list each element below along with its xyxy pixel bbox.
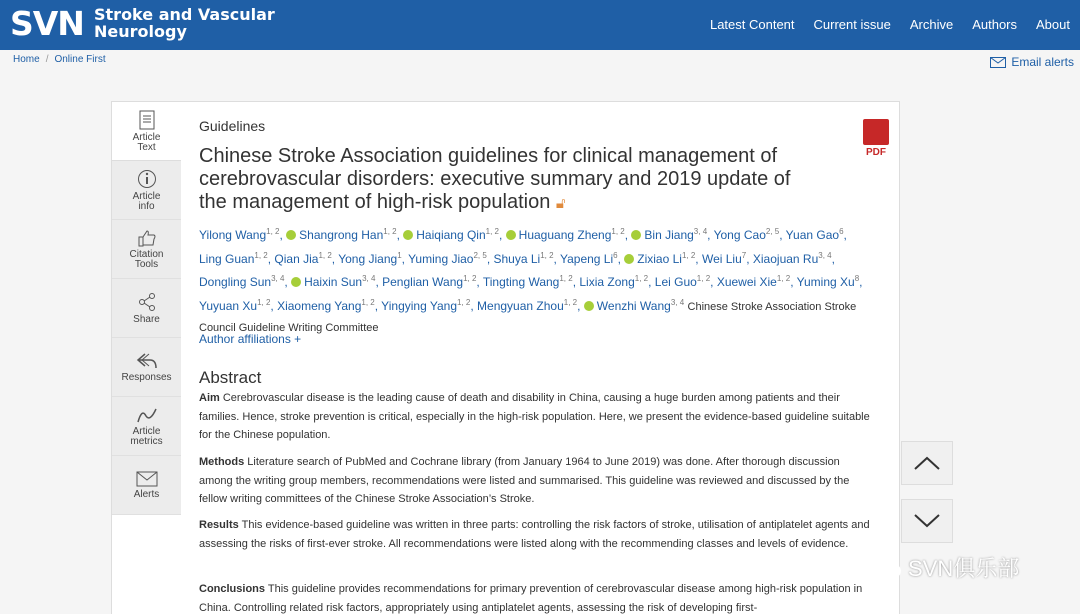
abstract-text: Cerebrovascular disease is the leading cause of death and disability in China, causing a huge burden among patients and their families. Hence, stroke prevention is critical, especially in the high-risk population. Here, we present the evidence-based guideline suitable for the Chinese population. [199, 392, 870, 442]
author-name: Xiaomeng Yang [277, 298, 362, 313]
author-link[interactable] [199, 299, 270, 313]
abstract-aim [199, 389, 875, 445]
abstract-label: Methods [199, 456, 245, 468]
author-affiliation-ref: 1, 2 [611, 227, 625, 236]
author-link[interactable] [493, 252, 553, 266]
author-affiliation-ref: 6 [613, 250, 618, 260]
orcid-icon[interactable] [624, 254, 634, 264]
abstract-text: This evidence-based guideline was written in three parts: controlling the risk factors of stroke, utilisation of antiplatelet agents and assessing the risks of first-ever stroke. All recommendations were listed along with the recommending classes and levels of evidence. [199, 519, 870, 550]
thumbs-up-icon [137, 229, 157, 247]
author-name: Mengyuan Zhou [477, 298, 564, 313]
reply-icon [136, 352, 158, 370]
author-link[interactable] [274, 252, 331, 266]
author-affiliation-ref: 1 [397, 250, 402, 260]
orcid-icon[interactable] [291, 277, 301, 287]
author-link[interactable] [717, 275, 790, 289]
scroll-down-button[interactable] [901, 499, 953, 543]
article-title-text: Chinese Stroke Association guidelines for clinical management of cerebrovascular disorders: executive summary and 2019 update of the management of high-risk population [199, 145, 791, 213]
author-affiliation-ref: 1, 2 [681, 250, 696, 260]
tab-label: Tools [134, 258, 159, 270]
site-header [0, 0, 1080, 50]
author-link[interactable] [702, 252, 746, 266]
abstract-heading: Abstract [199, 368, 262, 387]
tab-article-metrics[interactable] [112, 397, 181, 456]
author-link[interactable] [714, 228, 780, 242]
orcid-icon[interactable] [631, 230, 641, 240]
author-name: Shuya Li [493, 251, 541, 266]
author-name: Yong Jiang [338, 251, 398, 266]
author-name: Yuyuan Xu [199, 298, 258, 313]
author-affiliation-ref: 1, 2 [559, 274, 573, 283]
envelope-icon [990, 57, 1006, 68]
author-name: Tingting Wang [482, 275, 560, 289]
author-name: Dongling Sun [199, 275, 272, 289]
abstract-text: This guideline provides recommendations for primary prevention of cerebrovascular disease among high-risk population in China. Controlling related risk factors, appropriately using antiplatelet agents, assessing the risk of developing first- [199, 583, 863, 614]
author-affiliation-ref: 3, 4 [693, 227, 708, 236]
author-link[interactable] [408, 252, 487, 266]
author-affiliation-ref: 1, 2 [361, 297, 375, 307]
open-access-icon: 🔓︎ [555, 195, 566, 212]
watermark [868, 552, 1019, 583]
author-list: Yilong Wang$^{1, 2}$, Shangrong Han$^{1, 2}$, Haiqiang Qin$^{1, 2}$, Huaguang Zheng$^{1, 2}$, Bin Jiang$^{3, 4}$, Yong Cao$^{2, 5}$, Yuan Gao$^6$, Ling Guan$^{1, 2}$, Qian Jia$^{1, 2}$, Yong Jiang$^1$, Yuming Jiao$^{2, 5}$, Shuya Li$^{1, 2}$, Yapeng Li$^6$, Zixiao Li$^{1, 2}$, Wei Liu$^7$, Xiaojuan Ru$^{3, 4}$, Dongling Sun$^{3, 4}$, Haixin Sun$^{3, 4}$, Penglian Wang$^{1, 2}$, Tingting Wang$^{1, 2}$, Lixia Zong$^{1, 2}$, Lei Guo$^{1, 2}$, Xuewei Xie$^{1, 2}$, Yuming Xu$^8$, Yuyuan Xu$^{1, 2}$, Xiaomeng Yang$^{1, 2}$, Yingying Yang$^{1, 2}$, Mengyuan Zhou$^{1, 2}$, Wenzhi Wang$^{3, 4}$ Chinese Stroke Association Stroke Council Guideline Writing Committee [199, 227, 863, 334]
tab-label: Responses [121, 371, 172, 383]
author-name: Yuan Gao [785, 228, 840, 242]
pdf-download-button[interactable] [861, 119, 891, 158]
metrics-icon [136, 406, 158, 424]
author-link[interactable] [631, 228, 707, 242]
tab-responses[interactable] [112, 338, 181, 397]
author-link[interactable] [199, 275, 284, 289]
envelope-icon [136, 471, 158, 487]
article-card [111, 101, 900, 614]
author-name: Wenzhi Wang [596, 298, 671, 313]
author-link[interactable] [584, 299, 684, 313]
orcid-icon[interactable] [286, 230, 296, 240]
orcid-icon[interactable] [506, 230, 516, 240]
author-affiliations-toggle[interactable]: Author affiliations + [199, 332, 302, 346]
orcid-icon[interactable] [584, 301, 594, 311]
tab-article-text[interactable] [112, 102, 181, 161]
author-name: Lixia Zong [579, 275, 635, 289]
share-icon [137, 292, 157, 312]
tab-article-info[interactable] [112, 161, 181, 220]
main-nav [710, 17, 1070, 32]
tab-citation-tools[interactable] [112, 220, 181, 279]
author-affiliation-ref: 6 [839, 227, 844, 236]
info-icon [137, 169, 157, 189]
tab-label: info [138, 200, 155, 212]
author-affiliation-ref: 8 [854, 274, 860, 283]
author-name: Zixiao Li [637, 251, 682, 266]
scroll-up-button[interactable] [901, 441, 953, 485]
tab-label: Text [137, 141, 156, 153]
author-link[interactable] [655, 275, 710, 289]
author-affiliation-ref: 1, 2 [254, 250, 268, 260]
chevron-down-icon [913, 513, 941, 529]
article-title [199, 145, 819, 215]
author-affiliation-ref: 1, 2 [463, 274, 477, 283]
abstract-methods [199, 453, 875, 509]
author-name: Bin Jiang [644, 228, 694, 242]
author-name: Wei Liu [701, 251, 742, 266]
writing-committee: Chinese Stroke Association Stroke Council Guideline Writing Committee [199, 300, 857, 334]
abstract-label: Aim [199, 392, 220, 404]
orcid-icon[interactable] [403, 230, 413, 240]
author-name: Haixin Sun [304, 275, 363, 289]
author-link[interactable] [560, 252, 618, 266]
author-link[interactable] [381, 299, 470, 313]
author-affiliation-ref: 3, 4 [670, 297, 685, 307]
author-link[interactable] [579, 275, 648, 289]
author-affiliation-ref: 1, 2 [634, 274, 649, 283]
author-link[interactable] [506, 228, 625, 242]
tab-label: Share [133, 313, 160, 325]
logo-subtitle-line1: Stroke and Vascular [94, 5, 275, 24]
author-affiliation-ref: 1, 2 [266, 227, 280, 236]
tab-label: metrics [130, 435, 163, 447]
author-link[interactable] [753, 252, 832, 266]
author-link[interactable] [382, 275, 476, 289]
author-affiliation-ref: 1, 2 [318, 250, 332, 260]
tab-label: Article [132, 131, 161, 143]
author-affiliation-ref: 1, 2 [257, 297, 271, 307]
tab-label: Alerts [133, 488, 160, 500]
nav-current-issue[interactable]: Current issue [813, 17, 891, 32]
nav-about[interactable]: About [1036, 17, 1070, 32]
chevron-up-icon [913, 455, 941, 471]
tab-share[interactable] [112, 279, 181, 338]
chat-bubbles-icon [868, 555, 902, 581]
logo-subtitle-line2: Neurology [94, 22, 187, 41]
watermark-text: SVN俱乐部 [908, 556, 1020, 581]
author-link[interactable] [483, 275, 573, 289]
author-affiliation-ref: 1, 2 [457, 297, 471, 307]
author-affiliation-ref: 1, 2 [776, 274, 791, 283]
email-alerts-label: Email alerts [1011, 55, 1074, 69]
author-link[interactable] [277, 299, 375, 313]
author-affiliation-ref: 1, 2 [696, 274, 711, 283]
author-link[interactable] [477, 299, 577, 313]
author-name: Shangrong Han [299, 228, 384, 242]
author-affiliation-ref: 1, 2 [563, 297, 578, 307]
email-alerts-link[interactable] [990, 55, 1074, 69]
author-link[interactable] [199, 228, 280, 242]
breadcrumb-home[interactable]: Home [13, 54, 40, 65]
author-name: Yingying Yang [381, 298, 458, 313]
author-name: Huaguang Zheng [518, 228, 612, 242]
author-link[interactable] [797, 275, 860, 289]
author-affiliation-ref: 1, 2 [540, 250, 554, 260]
author-link[interactable] [786, 228, 844, 242]
author-name: Yuming Jiao [408, 251, 474, 266]
document-icon [139, 110, 155, 130]
author-name: Yapeng Li [559, 251, 614, 266]
abstract-label: Results [199, 519, 239, 531]
author-affiliation-ref: 3, 4 [362, 274, 376, 283]
tab-alerts[interactable] [112, 456, 181, 515]
author-name: Yong Cao [713, 228, 766, 242]
nav-authors[interactable]: Authors [972, 17, 1018, 32]
author-name: Yuming Xu [796, 275, 855, 289]
author-name: Penglian Wang [382, 275, 464, 289]
author-name: Xuewei Xie [716, 275, 777, 289]
breadcrumb-online-first[interactable]: Online First [54, 54, 106, 65]
author-affiliation-ref: 2, 5 [765, 227, 780, 236]
author-name: Xiaojuan Ru [752, 251, 819, 266]
pdf-label: PDF [866, 147, 886, 158]
abstract-text: Literature search of PubMed and Cochrane library (from January 1964 to June 2019) was done. After thorough discussion among the writing group members, recommendations were listed and summarised. This guideline was reviewed and discussed by the fellow writing committees of the Chinese Stroke Association’s Stroke. [199, 456, 850, 506]
site-logo-subtitle[interactable] [94, 6, 275, 40]
author-affiliation-ref: 7 [741, 250, 747, 260]
author-link[interactable] [403, 228, 499, 242]
author-link[interactable] [624, 252, 695, 266]
author-name: Qian Jia [274, 251, 319, 266]
tab-label: Article [132, 190, 161, 202]
pdf-icon [863, 119, 889, 145]
author-link[interactable] [291, 275, 375, 289]
abstract-results [199, 516, 875, 553]
author-affiliation-ref: 3, 4 [818, 250, 832, 260]
abstract-label: Conclusions [199, 583, 266, 595]
author-link[interactable] [338, 252, 401, 266]
breadcrumb: Home / Online First [13, 54, 106, 65]
author-name: Ling Guan [199, 251, 255, 266]
nav-latest-content[interactable]: Latest Content [709, 17, 795, 32]
author-name: Yilong Wang [199, 228, 267, 242]
nav-archive[interactable]: Archive [909, 17, 954, 32]
author-name: Lei Guo [654, 275, 697, 289]
author-affiliation-ref: 2, 5 [473, 250, 487, 260]
author-affiliation-ref: 1, 2 [383, 227, 397, 236]
author-affiliation-ref: 1, 2 [485, 227, 499, 236]
author-link[interactable] [199, 252, 268, 266]
article-side-tabs [112, 102, 181, 515]
author-affiliation-ref: 3, 4 [271, 274, 285, 283]
author-link[interactable] [286, 228, 396, 242]
tab-label: Citation [129, 248, 164, 260]
site-logo[interactable]: SVN [10, 4, 84, 43]
tab-label: Article [132, 425, 161, 437]
abstract-conclusions [199, 580, 875, 614]
article-section: Guidelines [199, 118, 266, 134]
author-name: Haiqiang Qin [416, 228, 486, 242]
